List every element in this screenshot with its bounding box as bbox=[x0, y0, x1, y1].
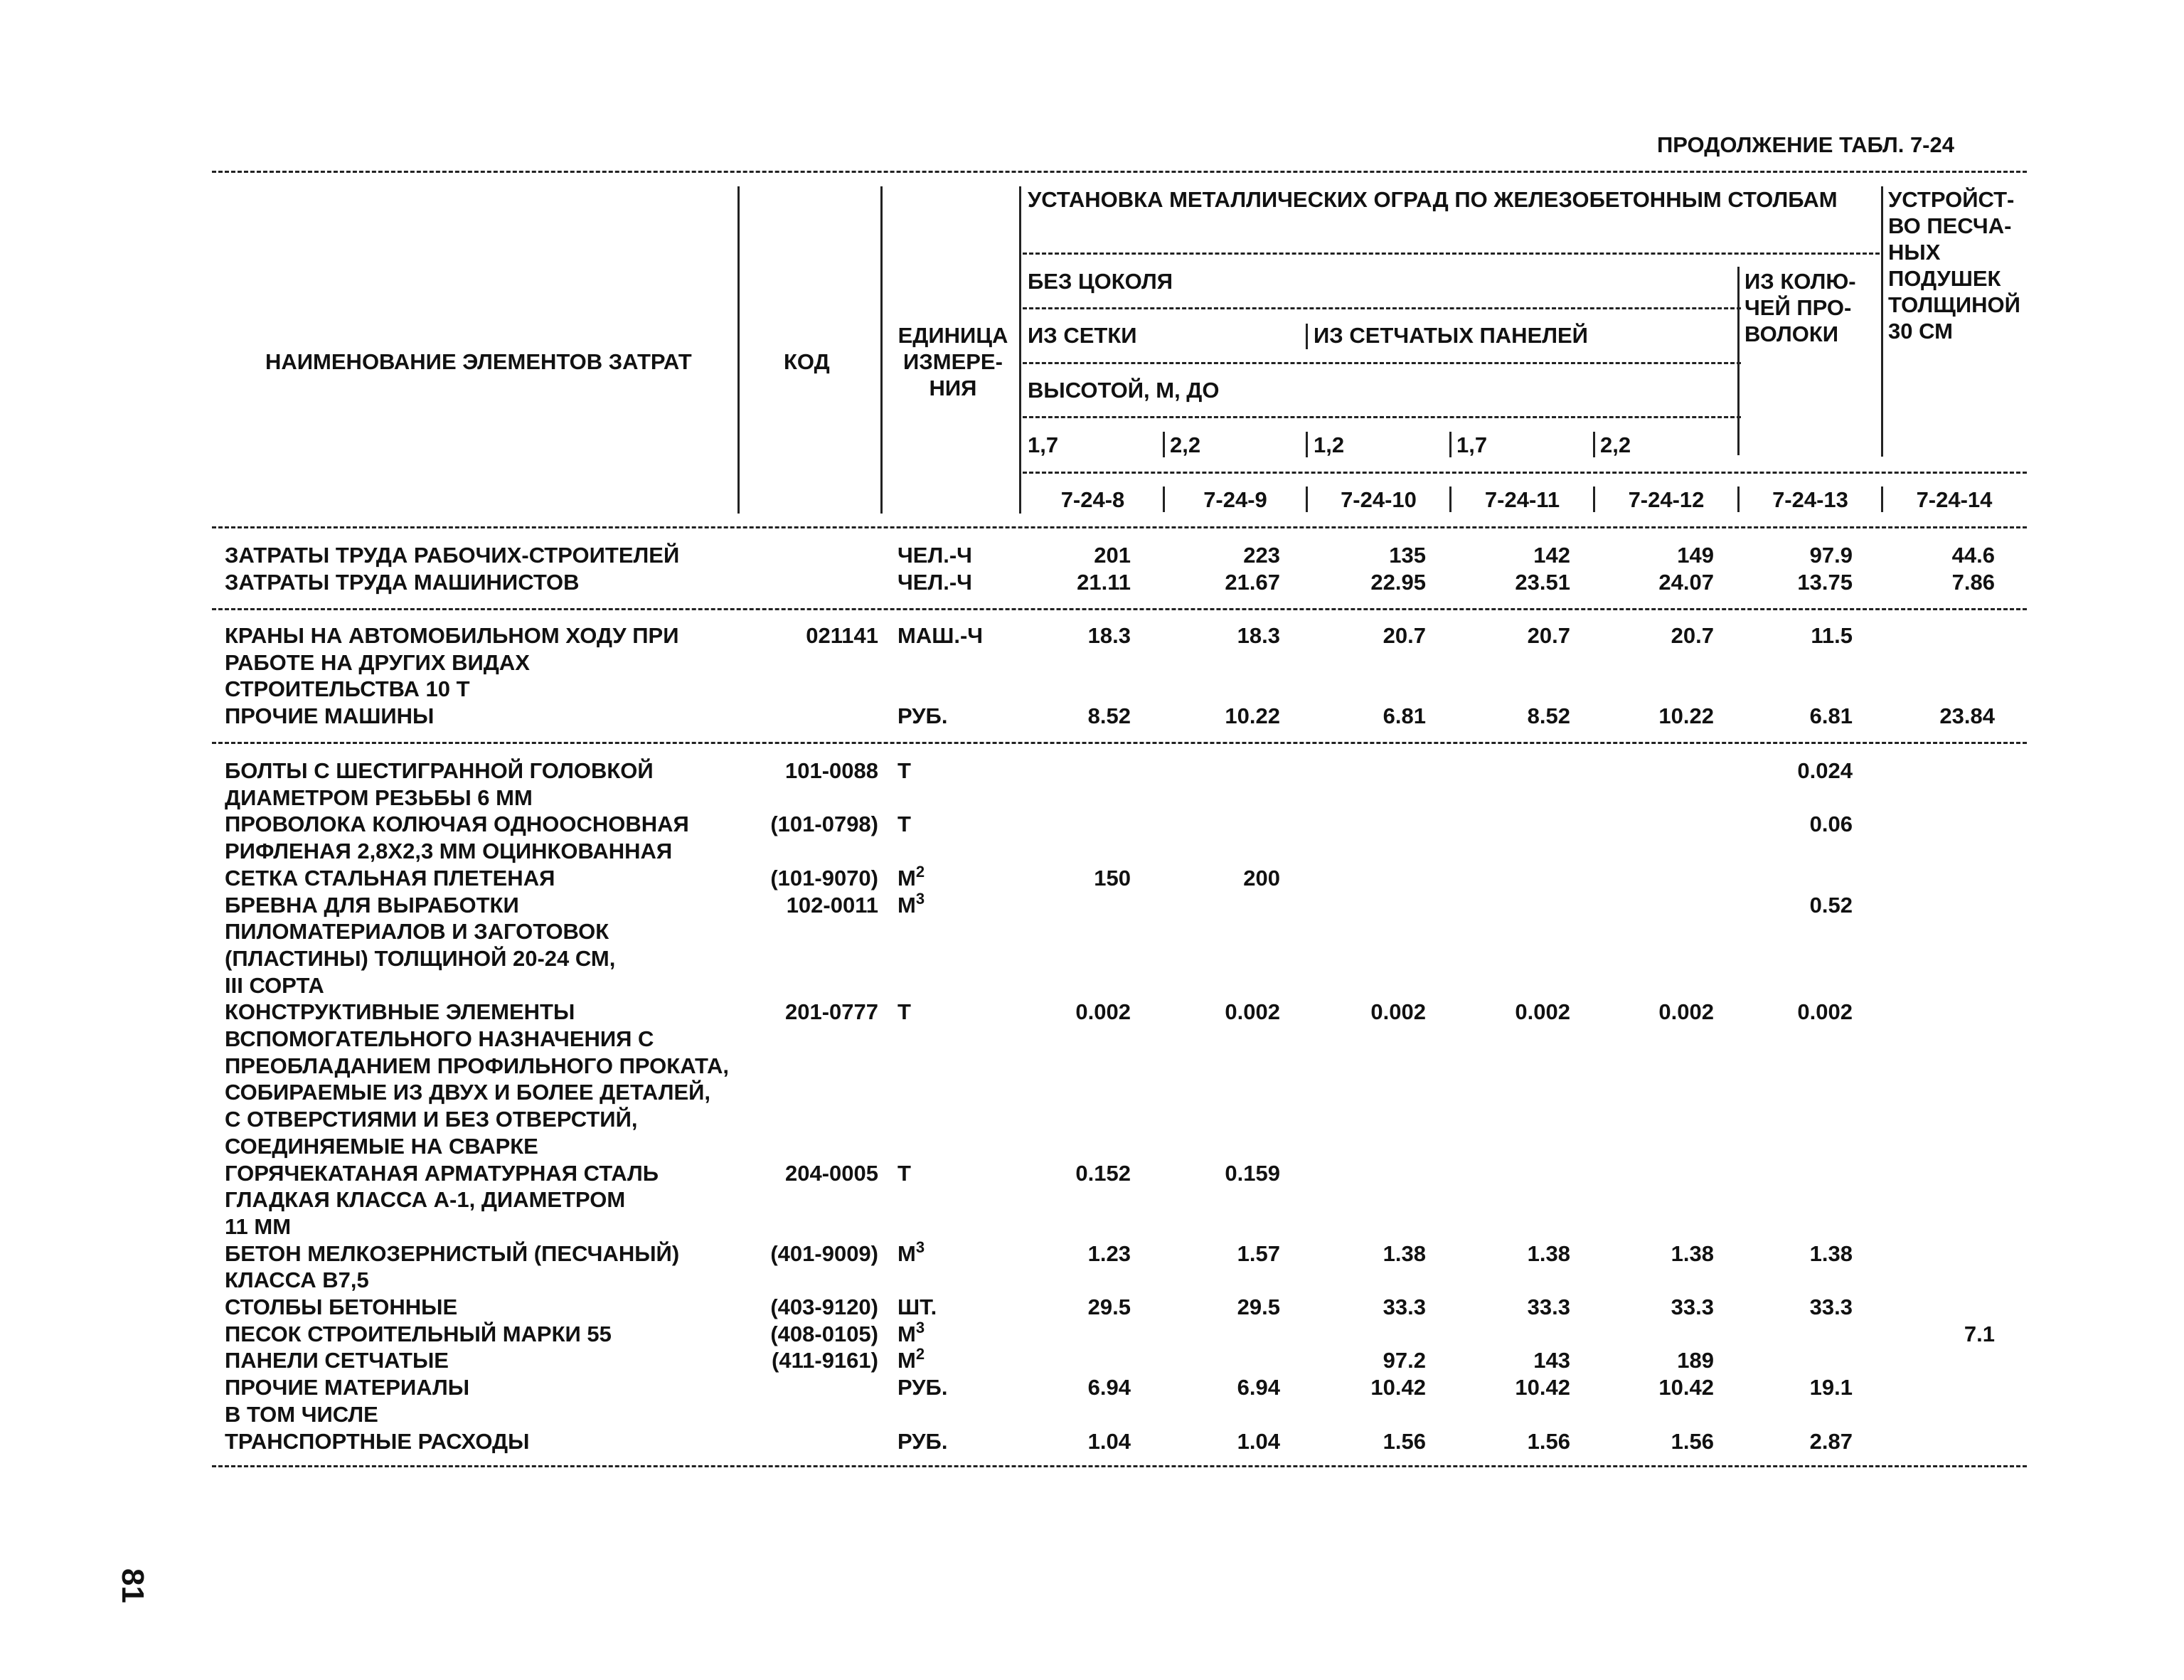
row-value: 20.7 bbox=[1383, 623, 1426, 648]
row-value: 29.5 bbox=[1237, 1294, 1280, 1319]
row-name: БРЕВНА ДЛЯ ВЫРАБОТКИ bbox=[225, 892, 519, 918]
row-name: РАБОТЕ НА ДРУГИХ ВИДАХ bbox=[225, 649, 530, 675]
row-value: 11.5 bbox=[1811, 623, 1853, 648]
row-value: 23.84 bbox=[1939, 703, 1995, 729]
row-name: ТРАНСПОРТНЫЕ РАСХОДЫ bbox=[225, 1428, 530, 1454]
row-name: III СОРТА bbox=[225, 972, 324, 998]
row-name: ПИЛОМАТЕРИАЛОВ И ЗАГОТОВОК bbox=[225, 919, 609, 945]
header-height: ВЫСОТОЙ, М, ДО bbox=[1028, 378, 1220, 403]
row-unit-exponent: 3 bbox=[915, 1318, 925, 1336]
vline-h3 bbox=[1306, 432, 1308, 457]
header-column-code: 7-24-8 bbox=[1060, 487, 1125, 512]
row-unit-text: ЧЕЛ.-Ч bbox=[897, 543, 972, 568]
row-value: 0.002 bbox=[1515, 999, 1570, 1025]
row-value: 8.52 bbox=[1087, 703, 1131, 729]
row-value: 33.3 bbox=[1809, 1294, 1853, 1319]
row-unit bbox=[897, 811, 911, 837]
row-name: СОБИРАЕМЫЕ ИЗ ДВУХ И БОЛЕЕ ДЕТАЛЕЙ, bbox=[225, 1080, 711, 1105]
row-value: 1.38 bbox=[1383, 1240, 1426, 1266]
row-value: 149 bbox=[1677, 543, 1714, 568]
header-sand-line: ТОЛЩИНОЙ bbox=[1888, 292, 2020, 317]
row-value: 135 bbox=[1389, 543, 1426, 568]
row-value: 6.94 bbox=[1087, 1375, 1131, 1400]
header-height-value: 1,2 bbox=[1314, 432, 1345, 457]
header-sand-line: ПОДУШЕК bbox=[1888, 266, 2001, 291]
vline-code-unit bbox=[880, 186, 883, 514]
vline-barbed bbox=[1737, 267, 1740, 455]
header-sand-line: НЫХ bbox=[1888, 240, 1941, 265]
row-name: КЛАССА В7,5 bbox=[225, 1267, 369, 1293]
row-name: КРАНЫ НА АВТОМОБИЛЬНОМ ХОДУ ПРИ bbox=[225, 623, 679, 648]
page-number: 81 bbox=[115, 1568, 150, 1603]
row-name: СТРОИТЕЛЬСТВА 10 Т bbox=[225, 676, 470, 702]
header-unit bbox=[889, 322, 1017, 401]
header-sand-line: УСТРОЙСТ- bbox=[1888, 187, 2015, 212]
row-value: 33.3 bbox=[1671, 1294, 1714, 1319]
row-value: 10.22 bbox=[1225, 703, 1280, 729]
row-name: (ПЛАСТИНЫ) ТОЛЩИНОЙ 20-24 СМ, bbox=[225, 945, 616, 971]
header-code: КОД bbox=[784, 349, 830, 374]
row-name: ДИАМЕТРОМ РЕЗЬБЫ 6 ММ bbox=[225, 785, 533, 810]
row-value: 23.51 bbox=[1515, 569, 1570, 595]
row-name: ПЕСОК СТРОИТЕЛЬНЫЙ МАРКИ 55 bbox=[225, 1321, 612, 1346]
row-unit-text: РУБ. bbox=[897, 1428, 948, 1454]
row-value: 21.11 bbox=[1077, 569, 1131, 595]
rule-heights bbox=[1023, 472, 2027, 474]
row-value: 1.57 bbox=[1237, 1240, 1280, 1266]
row-unit-text: Т bbox=[897, 1160, 911, 1186]
header-sand bbox=[1888, 186, 2020, 344]
header-height-value: 2,2 bbox=[1170, 432, 1201, 457]
row-name: СОЕДИНЯЕМЫЕ НА СВАРКЕ bbox=[225, 1133, 538, 1159]
row-unit-exponent: 3 bbox=[915, 889, 925, 908]
row-name: СТОЛБЫ БЕТОННЫЕ bbox=[225, 1294, 458, 1319]
row-value: 33.3 bbox=[1527, 1294, 1570, 1319]
row-unit bbox=[897, 622, 983, 649]
row-value: 1.04 bbox=[1237, 1428, 1280, 1454]
header-height-value: 1,7 bbox=[1028, 432, 1059, 457]
vline-name-code bbox=[737, 186, 740, 514]
rule-bottom bbox=[212, 1465, 2027, 1467]
row-value: 1.04 bbox=[1087, 1428, 1131, 1454]
row-value: 29.5 bbox=[1087, 1294, 1131, 1319]
row-name: КОНСТРУКТИВНЫЕ ЭЛЕМЕНТЫ bbox=[225, 999, 575, 1025]
row-value: 22.95 bbox=[1370, 569, 1426, 595]
row-value: 6.81 bbox=[1809, 703, 1853, 729]
row-unit-exponent: 2 bbox=[915, 1345, 925, 1363]
header-sand-line: ВО ПЕСЧА- bbox=[1888, 213, 2012, 238]
row-unit bbox=[897, 862, 925, 891]
row-value: 10.42 bbox=[1370, 1375, 1426, 1400]
row-value: 97.2 bbox=[1383, 1348, 1426, 1373]
row-value: 1.23 bbox=[1087, 1240, 1131, 1266]
row-value: 2.87 bbox=[1809, 1428, 1853, 1454]
row-value: 33.3 bbox=[1383, 1294, 1426, 1319]
row-unit bbox=[897, 703, 947, 729]
row-unit bbox=[897, 757, 911, 784]
row-value: 97.9 bbox=[1809, 543, 1853, 568]
row-unit bbox=[897, 1318, 925, 1347]
row-unit bbox=[897, 1347, 925, 1373]
row-name: С ОТВЕРСТИЯМИ И БЕЗ ОТВЕРСТИЙ, bbox=[225, 1107, 638, 1132]
row-unit-exponent: 3 bbox=[915, 1238, 925, 1256]
row-value: 0.002 bbox=[1075, 999, 1131, 1025]
row-code: 102-0011 bbox=[786, 892, 878, 918]
rule-no-base bbox=[1023, 307, 1741, 309]
header-no-base: БЕЗ ЦОКОЛЯ bbox=[1028, 269, 1173, 294]
header-column-code: 7-24-9 bbox=[1203, 487, 1267, 512]
row-value: 24.07 bbox=[1658, 569, 1714, 595]
row-unit-text: М bbox=[897, 1348, 916, 1373]
row-unit-text: М bbox=[897, 892, 916, 918]
header-mesh: ИЗ СЕТКИ bbox=[1028, 323, 1137, 348]
row-value: 0.152 bbox=[1075, 1160, 1131, 1186]
vline-group-sand bbox=[1881, 186, 1883, 457]
row-value: 1.56 bbox=[1527, 1428, 1570, 1454]
header-unit-line: НИЯ bbox=[929, 376, 977, 400]
header-barbed-line: ВОЛОКИ bbox=[1744, 321, 1839, 346]
row-code: (411-9161) bbox=[772, 1348, 878, 1373]
header-group-title: УСТАНОВКА МЕТАЛЛИЧЕСКИХ ОГРАД ПО ЖЕЛЕЗОБЕТОННЫМ СТОЛБАМ bbox=[1028, 187, 1838, 212]
vline-unit-group bbox=[1019, 186, 1021, 514]
row-value: 10.22 bbox=[1658, 703, 1714, 729]
row-value: 0.002 bbox=[1658, 999, 1714, 1025]
row-value: 150 bbox=[1094, 865, 1131, 890]
header-column-code: 7-24-11 bbox=[1484, 487, 1560, 512]
row-value: 143 bbox=[1533, 1348, 1570, 1373]
rule-mesh bbox=[1023, 362, 1741, 364]
row-unit-text: РУБ. bbox=[897, 1375, 948, 1400]
row-value: 19.1 bbox=[1809, 1375, 1853, 1400]
row-value: 0.52 bbox=[1809, 892, 1853, 918]
row-code: (408-0105) bbox=[770, 1321, 878, 1346]
row-value: 8.52 bbox=[1527, 703, 1570, 729]
row-code: (401-9009) bbox=[770, 1240, 878, 1266]
row-value: 201 bbox=[1094, 543, 1131, 568]
row-name: 11 ММ bbox=[225, 1213, 292, 1239]
row-unit-text: Т bbox=[897, 812, 911, 837]
row-value: 223 bbox=[1243, 543, 1280, 568]
row-code: (101-0798) bbox=[770, 812, 878, 837]
row-unit-exponent: 2 bbox=[915, 862, 925, 881]
row-value: 10.42 bbox=[1658, 1375, 1714, 1400]
row-value: 1.38 bbox=[1809, 1240, 1853, 1266]
row-value: 18.3 bbox=[1237, 623, 1280, 648]
row-unit-text: ЧЕЛ.-Ч bbox=[897, 569, 972, 595]
row-value: 18.3 bbox=[1087, 623, 1131, 648]
header-sand-line: 30 СМ bbox=[1888, 319, 1953, 344]
row-name: ПРЕОБЛАДАНИЕМ ПРОФИЛЬНОГО ПРОКАТА, bbox=[225, 1053, 730, 1078]
row-name: ПРОВОЛОКА КОЛЮЧАЯ ОДНООСНОВНАЯ bbox=[225, 812, 689, 837]
row-unit bbox=[897, 999, 911, 1025]
vline-h5 bbox=[1593, 432, 1595, 457]
row-name: В ТОМ ЧИСЛЕ bbox=[225, 1401, 378, 1427]
row-unit-text: РУБ. bbox=[897, 703, 948, 729]
row-value: 200 bbox=[1243, 865, 1280, 890]
header-name: НАИМЕНОВАНИЕ ЭЛЕМЕНТОВ ЗАТРАТ bbox=[265, 349, 692, 374]
row-name: ВСПОМОГАТЕЛЬНОГО НАЗНАЧЕНИЯ С bbox=[225, 1026, 654, 1051]
row-code: 021141 bbox=[806, 623, 878, 648]
rule-group-title bbox=[1023, 252, 1880, 255]
row-value: 1.56 bbox=[1383, 1428, 1426, 1454]
row-value: 6.81 bbox=[1383, 703, 1426, 729]
row-value: 7.1 bbox=[1964, 1321, 1995, 1346]
header-height-value: 2,2 bbox=[1600, 432, 1631, 457]
header-column-code: 7-24-13 bbox=[1772, 487, 1848, 512]
row-value: 10.42 bbox=[1515, 1375, 1570, 1400]
header-barbed-line: ИЗ КОЛЮ- bbox=[1744, 269, 1856, 294]
row-value: 0.159 bbox=[1225, 1160, 1280, 1186]
row-value: 1.38 bbox=[1527, 1240, 1570, 1266]
row-name: ГОРЯЧЕКАТАНАЯ АРМАТУРНАЯ СТАЛЬ bbox=[225, 1160, 659, 1186]
header-barbed-line: ЧЕЙ ПРО- bbox=[1744, 295, 1852, 320]
row-value: 189 bbox=[1677, 1348, 1714, 1373]
row-value: 21.67 bbox=[1225, 569, 1280, 595]
table-caption: ПРОДОЛЖЕНИЕ ТАБЛ. 7-24 bbox=[1657, 132, 1954, 157]
rule-machines bbox=[212, 742, 2027, 744]
header-unit-line: ИЗМЕРЕ- bbox=[903, 349, 1003, 374]
row-value: 13.75 bbox=[1797, 569, 1853, 595]
row-value: 0.002 bbox=[1225, 999, 1280, 1025]
row-code: 101-0088 bbox=[784, 758, 878, 783]
row-unit-text: МАШ.-Ч bbox=[897, 623, 984, 648]
row-name: ПАНЕЛИ СЕТЧАТЫЕ bbox=[225, 1348, 449, 1373]
row-unit-text: М bbox=[897, 865, 916, 890]
row-name: БЕТОН МЕЛКОЗЕРНИСТЫЙ (ПЕСЧАНЫЙ) bbox=[225, 1240, 680, 1266]
row-name: ПРОЧИЕ МАШИНЫ bbox=[225, 703, 435, 729]
header-barbed bbox=[1744, 268, 1856, 347]
row-value: 1.38 bbox=[1671, 1240, 1714, 1266]
row-unit-text: Т bbox=[897, 999, 911, 1025]
header-column-code: 7-24-14 bbox=[1916, 487, 1993, 512]
rule-header-bottom bbox=[212, 526, 2027, 528]
row-name: ГЛАДКАЯ КЛАССА А-1, ДИАМЕТРОМ bbox=[225, 1187, 626, 1213]
rule-top bbox=[212, 171, 2027, 173]
row-name: РИФЛЕНАЯ 2,8X2,3 ММ ОЦИНКОВАННАЯ bbox=[225, 839, 673, 864]
rule-labor bbox=[212, 608, 2027, 610]
row-value: 20.7 bbox=[1671, 623, 1714, 648]
row-unit-text: М bbox=[897, 1321, 916, 1346]
row-value: 0.06 bbox=[1809, 812, 1853, 837]
row-name: СЕТКА СТАЛЬНАЯ ПЛЕТЕНАЯ bbox=[225, 865, 555, 890]
row-unit bbox=[897, 1428, 947, 1455]
header-height-value: 1,7 bbox=[1456, 432, 1488, 457]
row-unit bbox=[897, 889, 925, 918]
row-value: 0.002 bbox=[1797, 999, 1853, 1025]
row-code: (101-9070) bbox=[770, 865, 878, 890]
row-value: 142 bbox=[1533, 543, 1570, 568]
row-code: 201-0777 bbox=[784, 999, 878, 1025]
row-unit bbox=[897, 569, 972, 595]
row-value: 1.56 bbox=[1671, 1428, 1714, 1454]
vline-h4 bbox=[1449, 432, 1451, 457]
header-unit-line: ЕДИНИЦА bbox=[897, 323, 1008, 348]
row-unit-text: М bbox=[897, 1240, 916, 1266]
rule-height bbox=[1023, 416, 1741, 418]
row-name: ПРОЧИЕ МАТЕРИАЛЫ bbox=[225, 1375, 470, 1400]
row-value: 20.7 bbox=[1527, 623, 1570, 648]
row-unit bbox=[897, 1160, 911, 1186]
row-unit-text: Т bbox=[897, 758, 911, 783]
row-unit bbox=[897, 1374, 947, 1400]
row-name: БОЛТЫ С ШЕСТИГРАННОЙ ГОЛОВКОЙ bbox=[225, 758, 654, 783]
row-unit bbox=[897, 1240, 925, 1267]
row-unit bbox=[897, 542, 972, 568]
row-code: 204-0005 bbox=[784, 1160, 878, 1186]
row-unit-text: ШТ. bbox=[897, 1294, 937, 1319]
header-column-code: 7-24-10 bbox=[1341, 487, 1417, 512]
vline-mesh-panels bbox=[1306, 324, 1308, 349]
row-unit bbox=[897, 1294, 937, 1320]
row-code: (403-9120) bbox=[770, 1294, 878, 1319]
row-name: ЗАТРАТЫ ТРУДА МАШИНИСТОВ bbox=[225, 569, 580, 595]
header-column-code: 7-24-12 bbox=[1628, 487, 1705, 512]
row-value: 7.86 bbox=[1951, 569, 1995, 595]
row-value: 0.002 bbox=[1370, 999, 1426, 1025]
row-value: 44.6 bbox=[1951, 543, 1995, 568]
row-value: 0.024 bbox=[1797, 758, 1853, 783]
vline-h2 bbox=[1163, 432, 1165, 457]
row-value: 6.94 bbox=[1237, 1375, 1280, 1400]
header-panels: ИЗ СЕТЧАТЫХ ПАНЕЛЕЙ bbox=[1314, 323, 1588, 348]
row-name: ЗАТРАТЫ ТРУДА РАБОЧИХ-СТРОИТЕЛЕЙ bbox=[225, 543, 680, 568]
